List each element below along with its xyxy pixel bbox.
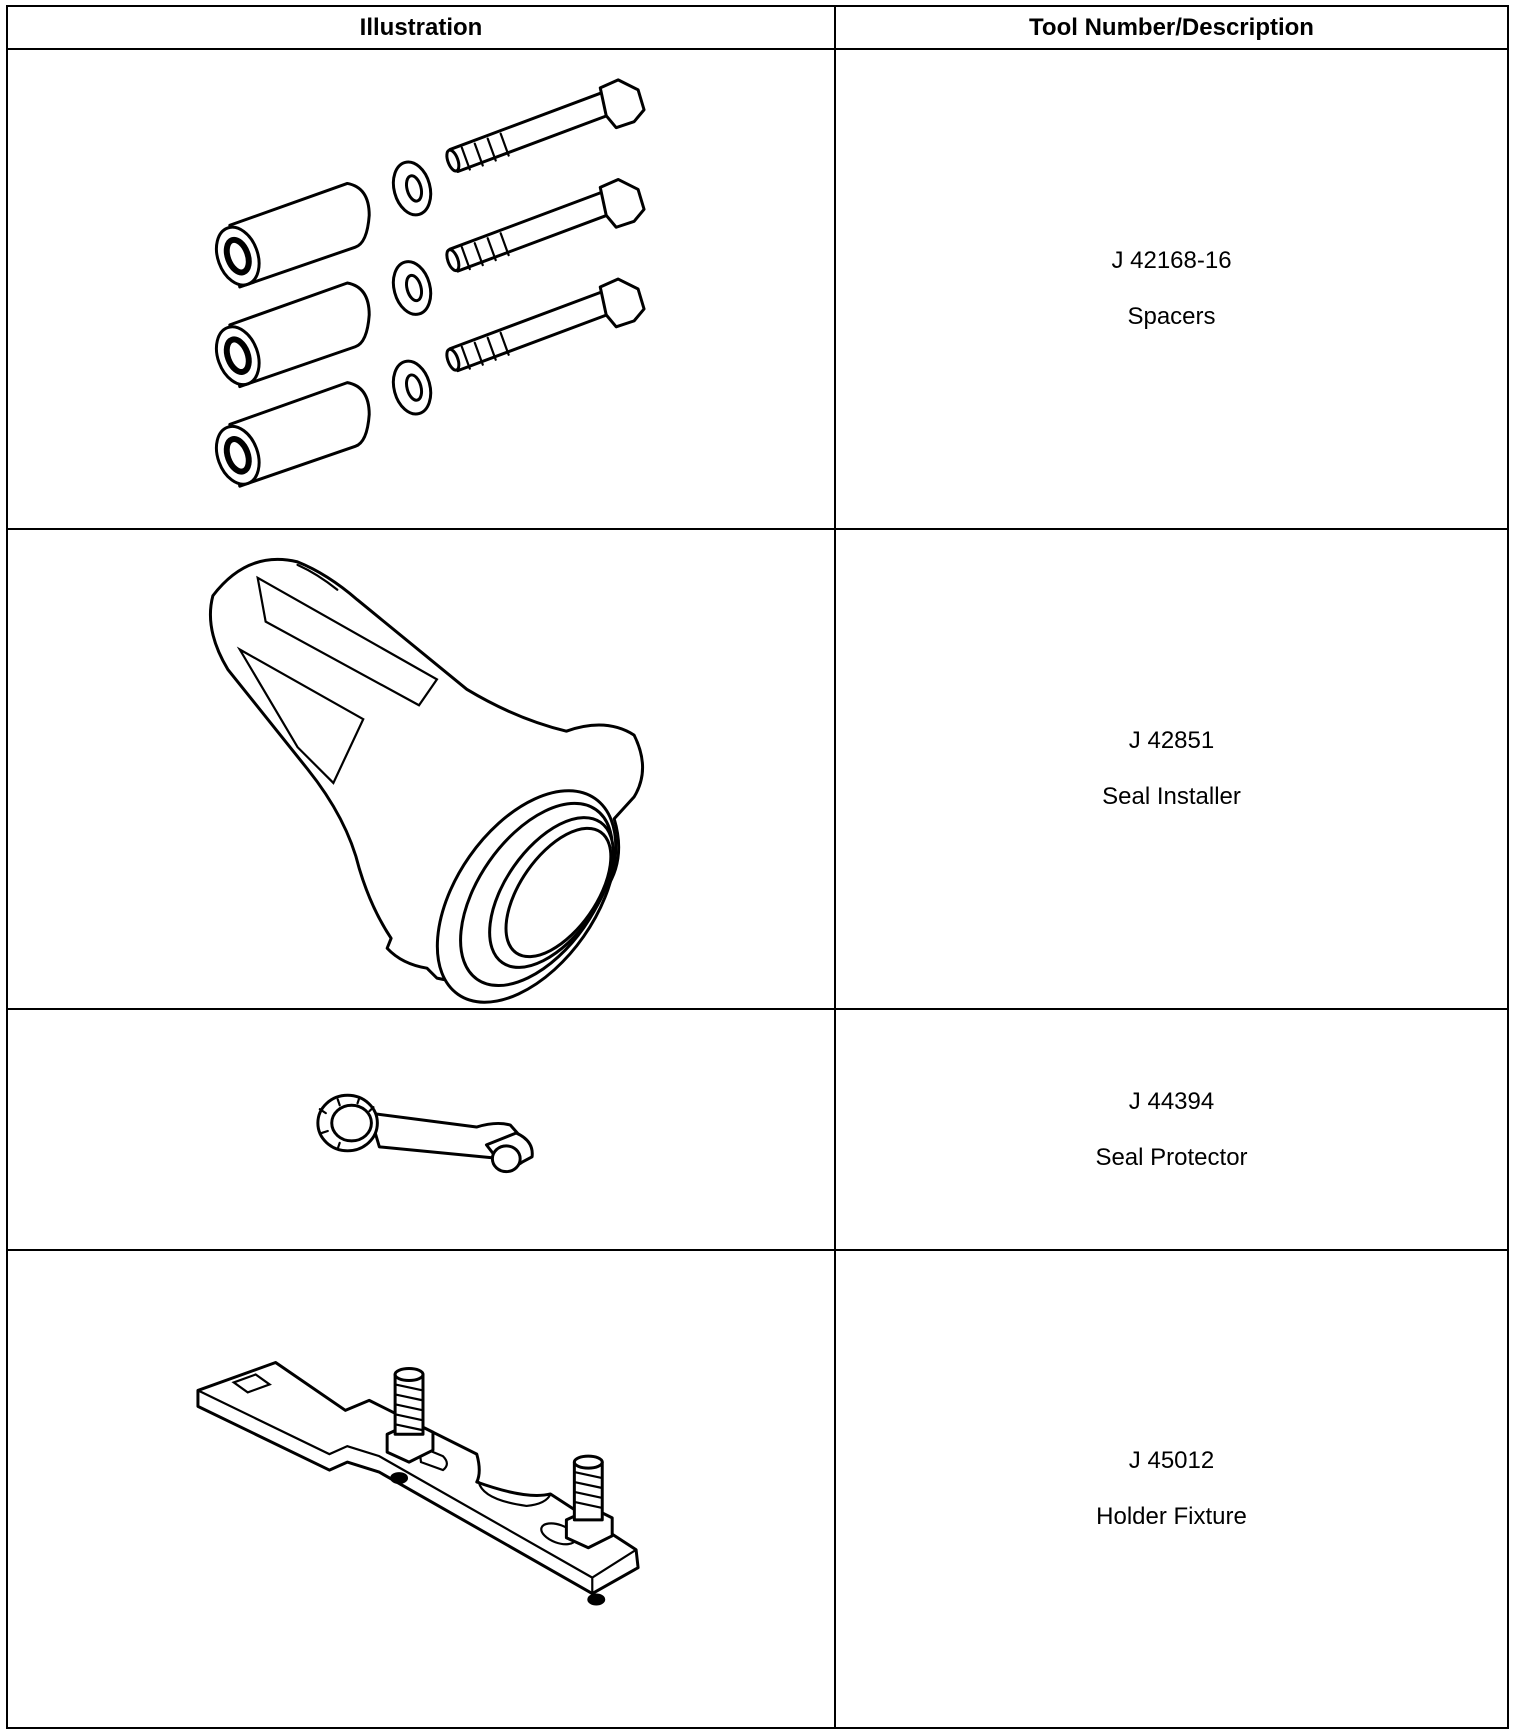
header-tool-description: Tool Number/Description bbox=[835, 6, 1508, 49]
table-row bbox=[7, 49, 1508, 529]
spacers-illustration-icon bbox=[8, 50, 834, 528]
seal-protector-illustration-icon bbox=[8, 1010, 834, 1249]
illustration-cell bbox=[7, 1250, 835, 1728]
holder-fixture-illustration-icon bbox=[8, 1251, 834, 1727]
tool-number: J 44394 bbox=[1128, 1087, 1215, 1115]
tool-description: Spacers bbox=[1127, 303, 1216, 330]
table-row bbox=[7, 1250, 1508, 1728]
bolt-icon bbox=[444, 80, 644, 173]
tool-number: J 42168-16 bbox=[1111, 247, 1232, 274]
spacer-tube-icon bbox=[209, 183, 369, 291]
washer-icon bbox=[388, 158, 437, 219]
spacer-tube-icon bbox=[209, 383, 369, 491]
washer-icon bbox=[388, 257, 437, 318]
table-row bbox=[7, 1009, 1508, 1250]
tool-number: J 42851 bbox=[1128, 727, 1215, 754]
tool-description: Seal Protector bbox=[1095, 1143, 1248, 1171]
spacer-tube-icon bbox=[209, 283, 369, 391]
header-illustration: Illustration bbox=[7, 6, 835, 49]
illustration-cell bbox=[7, 1009, 835, 1250]
tool-description: Seal Installer bbox=[1102, 783, 1241, 810]
description-cell bbox=[835, 529, 1508, 1009]
washer-icon bbox=[388, 357, 437, 418]
illustration-cell bbox=[7, 49, 835, 529]
description-cell bbox=[835, 1250, 1508, 1728]
bolt-icon bbox=[444, 279, 644, 372]
bolt-icon bbox=[444, 179, 644, 272]
stud-nut-icon bbox=[387, 1369, 433, 1463]
tool-table bbox=[6, 5, 1509, 1729]
tool-description: Holder Fixture bbox=[1096, 1503, 1247, 1530]
header-row bbox=[7, 6, 1508, 49]
tool-number: J 45012 bbox=[1128, 1447, 1215, 1474]
description-cell bbox=[835, 49, 1508, 529]
stud-nut-icon bbox=[566, 1456, 612, 1548]
table-row bbox=[7, 529, 1508, 1009]
seal-installer-illustration-icon bbox=[8, 530, 834, 1008]
illustration-cell bbox=[7, 529, 835, 1009]
description-cell bbox=[835, 1009, 1508, 1250]
